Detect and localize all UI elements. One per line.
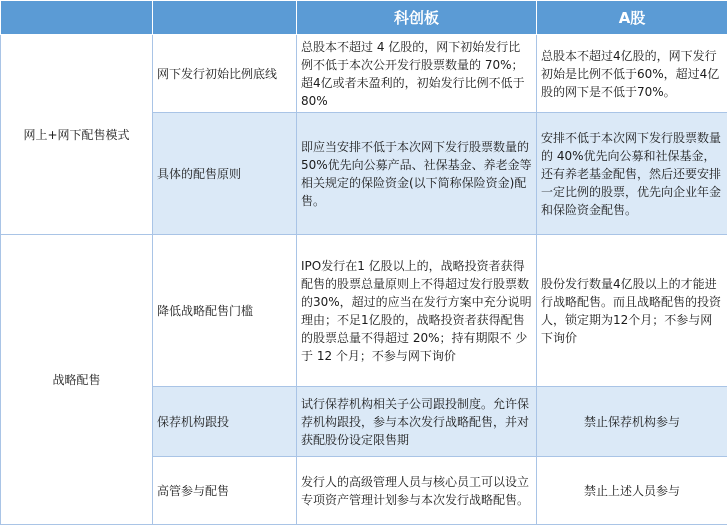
- star-market-cell: 即应当安排不低于本次网下发行股票数量的 50%优先向公募产品、社保基金、养老金等相关规定的保险资金(以下简称保险资金)配售。: [297, 113, 537, 235]
- a-share-cell: 禁止上述人员参与: [537, 457, 727, 525]
- a-share-cell: 安排不低于本次网下发行股票数量的 40%优先向公募和社保基金，还有养老基金配售，然后还要安排一定比例的股票，优先向企业年金和保险资金配售。: [537, 113, 727, 235]
- item-cell: 网下发行初始比例底线: [153, 35, 297, 113]
- header-item-cell: [153, 1, 297, 35]
- star-market-cell: 总股本不超过 4 亿股的，网下初始发行比例不低于本次公开发行股票数量的 70%；超4亿或者未盈利的，初始发行比例不低于80%: [297, 35, 537, 113]
- category-cell: 网上+网下配售模式: [1, 35, 153, 235]
- header-row: [1, 1, 727, 35]
- header-a-share: A股: [537, 1, 727, 35]
- item-cell: 高管参与配售: [153, 457, 297, 525]
- a-share-cell: 禁止保荐机构参与: [537, 387, 727, 457]
- category-cell: 战略配售: [1, 235, 153, 525]
- star-market-cell: IPO发行在1 亿股以上的，战略投资者获得配售的股票总量原则上不得超过发行股票数的30%，超过的应当在发行方案中充分说明理由；不足1亿股的，战略投资者获得配售的股票总量不得超过 20%；持有期限不 少于 12 个月；不参与网下询价: [297, 235, 537, 387]
- table-row: [1, 235, 727, 387]
- header-category-cell: [1, 1, 153, 35]
- a-share-cell: 股份发行数量4亿股以上的才能进行战略配售。而且战略配售的投资人，锁定期为12个月；不参与网下询价: [537, 235, 727, 387]
- item-cell: 具体的配售原则: [153, 113, 297, 235]
- a-share-cell: 总股本不超过4亿股的，网下发行初始是比例不低于60%，超过4亿股的网下是不低于70%。: [537, 35, 727, 113]
- star-market-cell: 发行人的高级管理人员与核心员工可以设立 专项资产管理计划参与本次发行战略配售。: [297, 457, 537, 525]
- star-market-cell: 试行保荐机构相关子公司跟投制度。允许保荐机构跟投，参与本次发行战略配售，并对获配股份设定限售期: [297, 387, 537, 457]
- header-star-market: 科创板: [297, 1, 537, 35]
- item-cell: 降低战略配售门槛: [153, 235, 297, 387]
- table-row: [1, 35, 727, 113]
- item-cell: 保荐机构跟投: [153, 387, 297, 457]
